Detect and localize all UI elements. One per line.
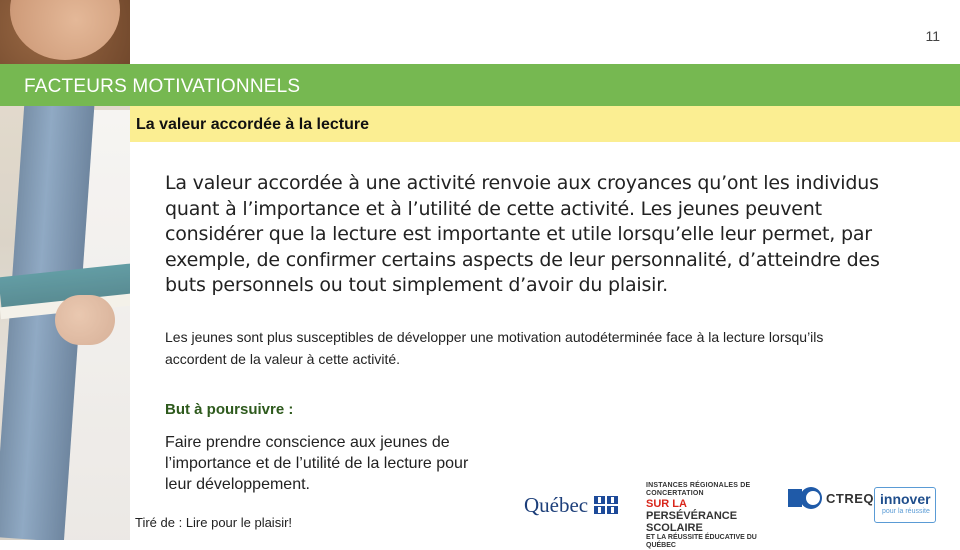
ctreq-mark-icon: [788, 487, 822, 509]
goal-text: Faire prendre conscience aux jeunes de l’importance et de l’utilité de la lecture pour leur développement.: [165, 434, 469, 493]
irc-logo-main: [646, 498, 768, 534]
page-number: 11: [925, 28, 940, 44]
innover-logo: [874, 487, 936, 523]
source-note: Tiré de : Lire pour le plaisir!: [135, 515, 293, 530]
irc-logo: [646, 482, 768, 549]
irc-logo-sur: SUR LA: [646, 498, 687, 510]
irc-logo-bottom: ET LA RÉUSSITE ÉDUCATIVE DU QUÉBEC: [646, 534, 757, 549]
main-paragraph: La valeur accordée à une activité renvoie aux croyances qu’ont les individus quant à l’importance et à l’utilité de cette activité. Les jeunes peuvent considérer que la lecture est importante et utile lorsqu’elle leur permet, par exemple, de confirmer certains aspects de leur personnalité, d’atteindre des buts personnels ou tout simplement d’avoir du plaisir.: [165, 172, 880, 296]
irc-logo-title: PERSÉVÉRANCE SCOLAIRE: [646, 510, 738, 534]
secondary-paragraph: Les jeunes sont plus susceptibles de développer une motivation autodéterminée face à la lecture lorsqu’ils accordent de la valeur à cette activité.: [165, 329, 824, 367]
innover-logo-subtext: pour la réussite: [882, 508, 930, 515]
fleurdelise-icon: [594, 496, 618, 514]
section-title: FACTEURS MOTIVATIONNELS: [24, 76, 301, 97]
ctreq-logo: [788, 487, 874, 509]
photo-shade-overlay: [0, 64, 130, 540]
ctreq-logo-text: CTREQ: [826, 490, 874, 506]
subtitle: La valeur accordée à la lecture: [136, 116, 370, 133]
irc-logo-top: INSTANCES RÉGIONALES DE CONCERTATION: [646, 482, 751, 497]
innover-logo-text: innover: [880, 491, 931, 507]
goal-label: But à poursuivre :: [165, 401, 294, 418]
quebec-logo: [524, 492, 618, 518]
quebec-logo-text: Québec: [524, 492, 589, 517]
